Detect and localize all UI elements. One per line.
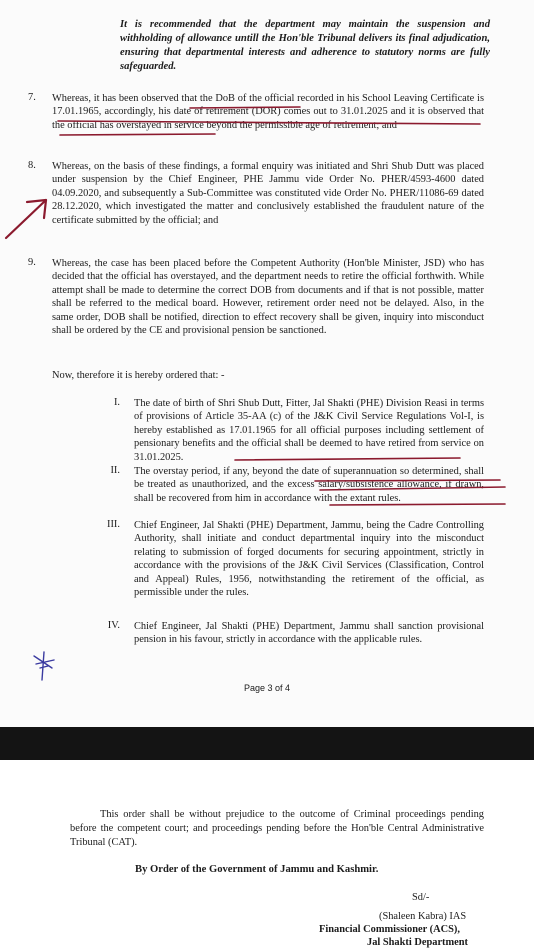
- page-number: Page 3 of 4: [243, 683, 291, 693]
- order-intro: Now, therefore it is hereby ordered that: -: [52, 370, 225, 381]
- underline-permissible-age: [60, 134, 215, 135]
- paragraph-number-8: 8.: [28, 160, 36, 171]
- paragraph-9: Whereas, the case has been placed before the Competent Authority (Hon'ble Minister, JSD) who has decided that the official has overstayed, and the department needs to retire the official forthwith. While attempt shall be made to determine the correct DOB from documents and if that is not possible, matter shall be referred to the medical board. However, retirement order need not be delayed. Also, in the same order, DOB shall be notified, direction to effect recovery shall be given, inquiry into misconduct shall be ordered by the CE and provisional pension be sanctioned.: [52, 258, 484, 337]
- signatory-name: (Shaleen Kabra) IAS: [379, 911, 467, 922]
- signatory-block: [319, 910, 469, 949]
- order-number-4: IV.: [107, 620, 120, 631]
- paragraph-8: Whereas, on the basis of these findings, a formal enquiry was initiated and Shri Shub Dutt was placed under suspension by the Chief Engineer, PHE Jammu vide Order No. PHER/4593-4600 dated 04.09.2020, and subsequently a Sub-Committee was constituted vide Order No. PHER/11086-69 dated 28.12.2020, which investigated the matter and conclusively established the fraudulent nature of the certificate submitted by the official; and: [52, 161, 484, 226]
- document-page-4: [0, 760, 534, 948]
- order-item-2: The overstay period, if any, beyond the date of superannuation so determined, shall be treated as unauthorized, and the excess salary/subsistence allowance, if drawn, shall be recovered from him in accordance with the extant rules.: [134, 466, 484, 504]
- paragraph-number-7: 7.: [28, 92, 36, 103]
- paragraph-number-9: 9.: [28, 257, 36, 268]
- page-separator: [0, 727, 534, 760]
- arrow-annotation-icon: [6, 200, 46, 238]
- order-item-3: Chief Engineer, Jal Shakti (PHE) Department, Jammu, being the Cadre Controlling Authority, shall initiate and conduct departmental inquiry into the misconduct relating to submission of forged documents for securing appointment, strictly in accordance with the provisions of the J&K Civil Services (Classification, Control and Appeal) Rules, 1956, notwithstanding the retirement of the official, as permissible under the rules.: [134, 520, 484, 599]
- recommendation-paragraph: It is recommended that the department may maintain the suspension and withholding of allowance untill the Hon'ble Tribunal delivers its final adjudication, ensuring that departmental interests and adherence to statutory norms are fully safeguarded.: [120, 19, 490, 72]
- order-item-4: Chief Engineer, Jal Shakti (PHE) Department, Jammu shall sanction provisional pension in his favour, strictly in accordance with the applicable rules.: [134, 621, 484, 646]
- by-order-line: By Order of the Government of Jammu and Kashmir.: [135, 864, 379, 875]
- signatory-department: Jal Shakti Department: [367, 937, 469, 948]
- signatory-title: Financial Commissioner (ACS),: [319, 924, 460, 935]
- closing-paragraph: This order shall be without prejudice to the outcome of Criminal proceedings pending before the competent court; and proceedings pending before the Hon'ble Central Administrative Tribunal (CAT).: [70, 809, 484, 848]
- signature-sd: Sd/-: [412, 892, 430, 903]
- paragraph-7: Whereas, it has been observed that the DoB of the official recorded in his School Leaving Certificate is 17.01.1965, accordingly, his date of retirement (DOR) comes out to 31.01.2025 and it is observed that the official has overstayed in service beyond the permissible age of retirement; and: [52, 93, 484, 131]
- initials-mark-icon: [34, 652, 54, 680]
- order-number-2: II.: [110, 465, 120, 476]
- order-number-1: I.: [113, 397, 120, 408]
- order-number-3: III.: [107, 519, 120, 530]
- order-item-1: The date of birth of Shri Shub Dutt, Fitter, Jal Shakti (PHE) Division Reasi in terms of provisions of Article 35-AA (c) of the J&K Civil Service Regulations Vol-I, is hereby established as 17.01.1965 for all official purposes including settlement of pensionary benefits and the official shall be deemed to have retired from service on 31.01.2025.: [134, 398, 484, 463]
